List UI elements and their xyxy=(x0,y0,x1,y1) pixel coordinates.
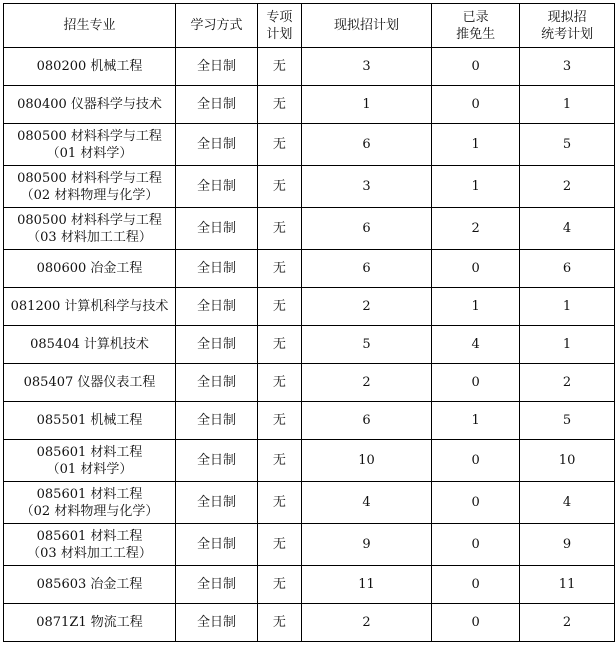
table-row xyxy=(4,440,615,482)
cell-exam-plan: 11 xyxy=(520,566,615,604)
cell-study-mode: 全日制 xyxy=(176,326,258,364)
cell-exempt-students: 0 xyxy=(432,566,520,604)
cell-exam-plan: 1 xyxy=(520,326,615,364)
table-row xyxy=(4,288,615,326)
major-name: 080600 冶金工程 xyxy=(36,261,143,276)
cell-current-plan: 5 xyxy=(301,326,431,364)
cell-major xyxy=(4,524,176,566)
cell-special-plan: 无 xyxy=(257,326,301,364)
cell-study-mode: 全日制 xyxy=(176,524,258,566)
cell-exempt-students: 4 xyxy=(432,326,520,364)
table-row xyxy=(4,166,615,208)
major-name: 081200 计算机科学与技术 xyxy=(10,299,169,314)
major-name: 080500 材料科学与工程 xyxy=(17,170,162,186)
major-direction: （03 材料加工工程） xyxy=(27,545,152,561)
cell-exam-plan: 4 xyxy=(520,208,615,250)
cell-major xyxy=(4,440,176,482)
cell-study-mode: 全日制 xyxy=(176,48,258,86)
cell-major xyxy=(4,86,176,124)
cell-exam-plan: 6 xyxy=(520,250,615,288)
cell-current-plan: 6 xyxy=(301,124,431,166)
cell-special-plan: 无 xyxy=(257,566,301,604)
cell-exempt-students: 0 xyxy=(432,364,520,402)
cell-major xyxy=(4,326,176,364)
cell-study-mode: 全日制 xyxy=(176,250,258,288)
cell-exempt-students: 0 xyxy=(432,48,520,86)
cell-exam-plan: 10 xyxy=(520,440,615,482)
cell-current-plan: 4 xyxy=(301,482,431,524)
cell-special-plan: 无 xyxy=(257,124,301,166)
cell-current-plan: 6 xyxy=(301,250,431,288)
major-name: 080400 仪器科学与技术 xyxy=(17,97,162,112)
document-page xyxy=(3,3,615,642)
cell-exempt-students: 0 xyxy=(432,482,520,524)
cell-exempt-students: 1 xyxy=(432,124,520,166)
cell-current-plan: 11 xyxy=(301,566,431,604)
cell-exam-plan: 2 xyxy=(520,364,615,402)
cell-current-plan: 2 xyxy=(301,604,431,642)
table-row xyxy=(4,86,615,124)
cell-special-plan: 无 xyxy=(257,166,301,208)
cell-special-plan: 无 xyxy=(257,440,301,482)
cell-special-plan: 无 xyxy=(257,524,301,566)
cell-exam-plan: 2 xyxy=(520,604,615,642)
cell-exam-plan: 5 xyxy=(520,402,615,440)
table-row xyxy=(4,124,615,166)
cell-major xyxy=(4,482,176,524)
cell-study-mode: 全日制 xyxy=(176,482,258,524)
cell-study-mode: 全日制 xyxy=(176,288,258,326)
table-row xyxy=(4,604,615,642)
cell-exempt-students: 0 xyxy=(432,86,520,124)
table-row xyxy=(4,208,615,250)
cell-major xyxy=(4,48,176,86)
cell-exam-plan: 2 xyxy=(520,166,615,208)
header-major: 招生专业 xyxy=(4,4,176,48)
table-body xyxy=(4,48,615,642)
header-special-plan: 专项 计划 xyxy=(257,4,301,48)
cell-exam-plan: 1 xyxy=(520,288,615,326)
cell-major xyxy=(4,364,176,402)
table-row xyxy=(4,566,615,604)
cell-exempt-students: 1 xyxy=(432,288,520,326)
cell-special-plan: 无 xyxy=(257,364,301,402)
major-name: 085603 冶金工程 xyxy=(36,577,143,592)
major-direction: （01 材料学） xyxy=(46,461,133,477)
cell-special-plan: 无 xyxy=(257,250,301,288)
table-row xyxy=(4,524,615,566)
cell-exempt-students: 2 xyxy=(432,208,520,250)
cell-exam-plan: 4 xyxy=(520,482,615,524)
cell-study-mode: 全日制 xyxy=(176,86,258,124)
cell-current-plan: 3 xyxy=(301,166,431,208)
table-row xyxy=(4,250,615,288)
cell-exam-plan: 1 xyxy=(520,86,615,124)
cell-exempt-students: 1 xyxy=(432,166,520,208)
cell-major xyxy=(4,402,176,440)
major-name: 085601 材料工程 xyxy=(36,444,143,460)
cell-study-mode: 全日制 xyxy=(176,166,258,208)
cell-current-plan: 10 xyxy=(301,440,431,482)
table-row xyxy=(4,402,615,440)
cell-exam-plan: 9 xyxy=(520,524,615,566)
major-name: 085501 机械工程 xyxy=(36,413,143,428)
cell-study-mode: 全日制 xyxy=(176,124,258,166)
cell-current-plan: 3 xyxy=(301,48,431,86)
cell-exam-plan: 5 xyxy=(520,124,615,166)
header-exam-plan: 现拟招 统考计划 xyxy=(520,4,615,48)
cell-study-mode: 全日制 xyxy=(176,566,258,604)
cell-special-plan: 无 xyxy=(257,402,301,440)
table-row xyxy=(4,326,615,364)
major-name: 080200 机械工程 xyxy=(36,59,143,74)
header-current-plan: 现拟招计划 xyxy=(301,4,431,48)
cell-study-mode: 全日制 xyxy=(176,604,258,642)
cell-current-plan: 1 xyxy=(301,86,431,124)
major-name: 085601 材料工程 xyxy=(36,528,143,544)
header-study-mode: 学习方式 xyxy=(176,4,258,48)
cell-current-plan: 9 xyxy=(301,524,431,566)
major-direction: （02 材料物理与化学） xyxy=(20,187,159,203)
major-direction: （03 材料加工工程） xyxy=(27,229,152,245)
major-direction: （02 材料物理与化学） xyxy=(20,503,159,519)
table-row xyxy=(4,48,615,86)
cell-current-plan: 6 xyxy=(301,208,431,250)
cell-study-mode: 全日制 xyxy=(176,208,258,250)
cell-major xyxy=(4,566,176,604)
table-row xyxy=(4,482,615,524)
cell-special-plan: 无 xyxy=(257,86,301,124)
cell-major xyxy=(4,208,176,250)
major-name: 085407 仪器仪表工程 xyxy=(23,375,156,390)
header-exempt-students: 已录 推免生 xyxy=(432,4,520,48)
table-row xyxy=(4,364,615,402)
enrollment-plan-table xyxy=(3,3,615,642)
cell-exempt-students: 0 xyxy=(432,604,520,642)
cell-special-plan: 无 xyxy=(257,288,301,326)
cell-exempt-students: 0 xyxy=(432,524,520,566)
cell-current-plan: 2 xyxy=(301,364,431,402)
major-name: 0871Z1 物流工程 xyxy=(36,615,143,630)
table-header-row xyxy=(4,4,615,48)
cell-major xyxy=(4,124,176,166)
cell-major xyxy=(4,288,176,326)
cell-major xyxy=(4,604,176,642)
cell-special-plan: 无 xyxy=(257,48,301,86)
major-name: 085404 计算机技术 xyxy=(30,337,149,352)
cell-study-mode: 全日制 xyxy=(176,364,258,402)
cell-exempt-students: 0 xyxy=(432,440,520,482)
cell-special-plan: 无 xyxy=(257,208,301,250)
cell-study-mode: 全日制 xyxy=(176,440,258,482)
cell-exempt-students: 1 xyxy=(432,402,520,440)
major-name: 085601 材料工程 xyxy=(36,486,143,502)
cell-major xyxy=(4,166,176,208)
cell-current-plan: 6 xyxy=(301,402,431,440)
major-name: 080500 材料科学与工程 xyxy=(17,212,162,228)
cell-major xyxy=(4,250,176,288)
cell-special-plan: 无 xyxy=(257,482,301,524)
major-name: 080500 材料科学与工程 xyxy=(17,128,162,144)
cell-exam-plan: 3 xyxy=(520,48,615,86)
cell-exempt-students: 0 xyxy=(432,250,520,288)
cell-study-mode: 全日制 xyxy=(176,402,258,440)
major-direction: （01 材料学） xyxy=(46,145,133,161)
cell-special-plan: 无 xyxy=(257,604,301,642)
cell-current-plan: 2 xyxy=(301,288,431,326)
